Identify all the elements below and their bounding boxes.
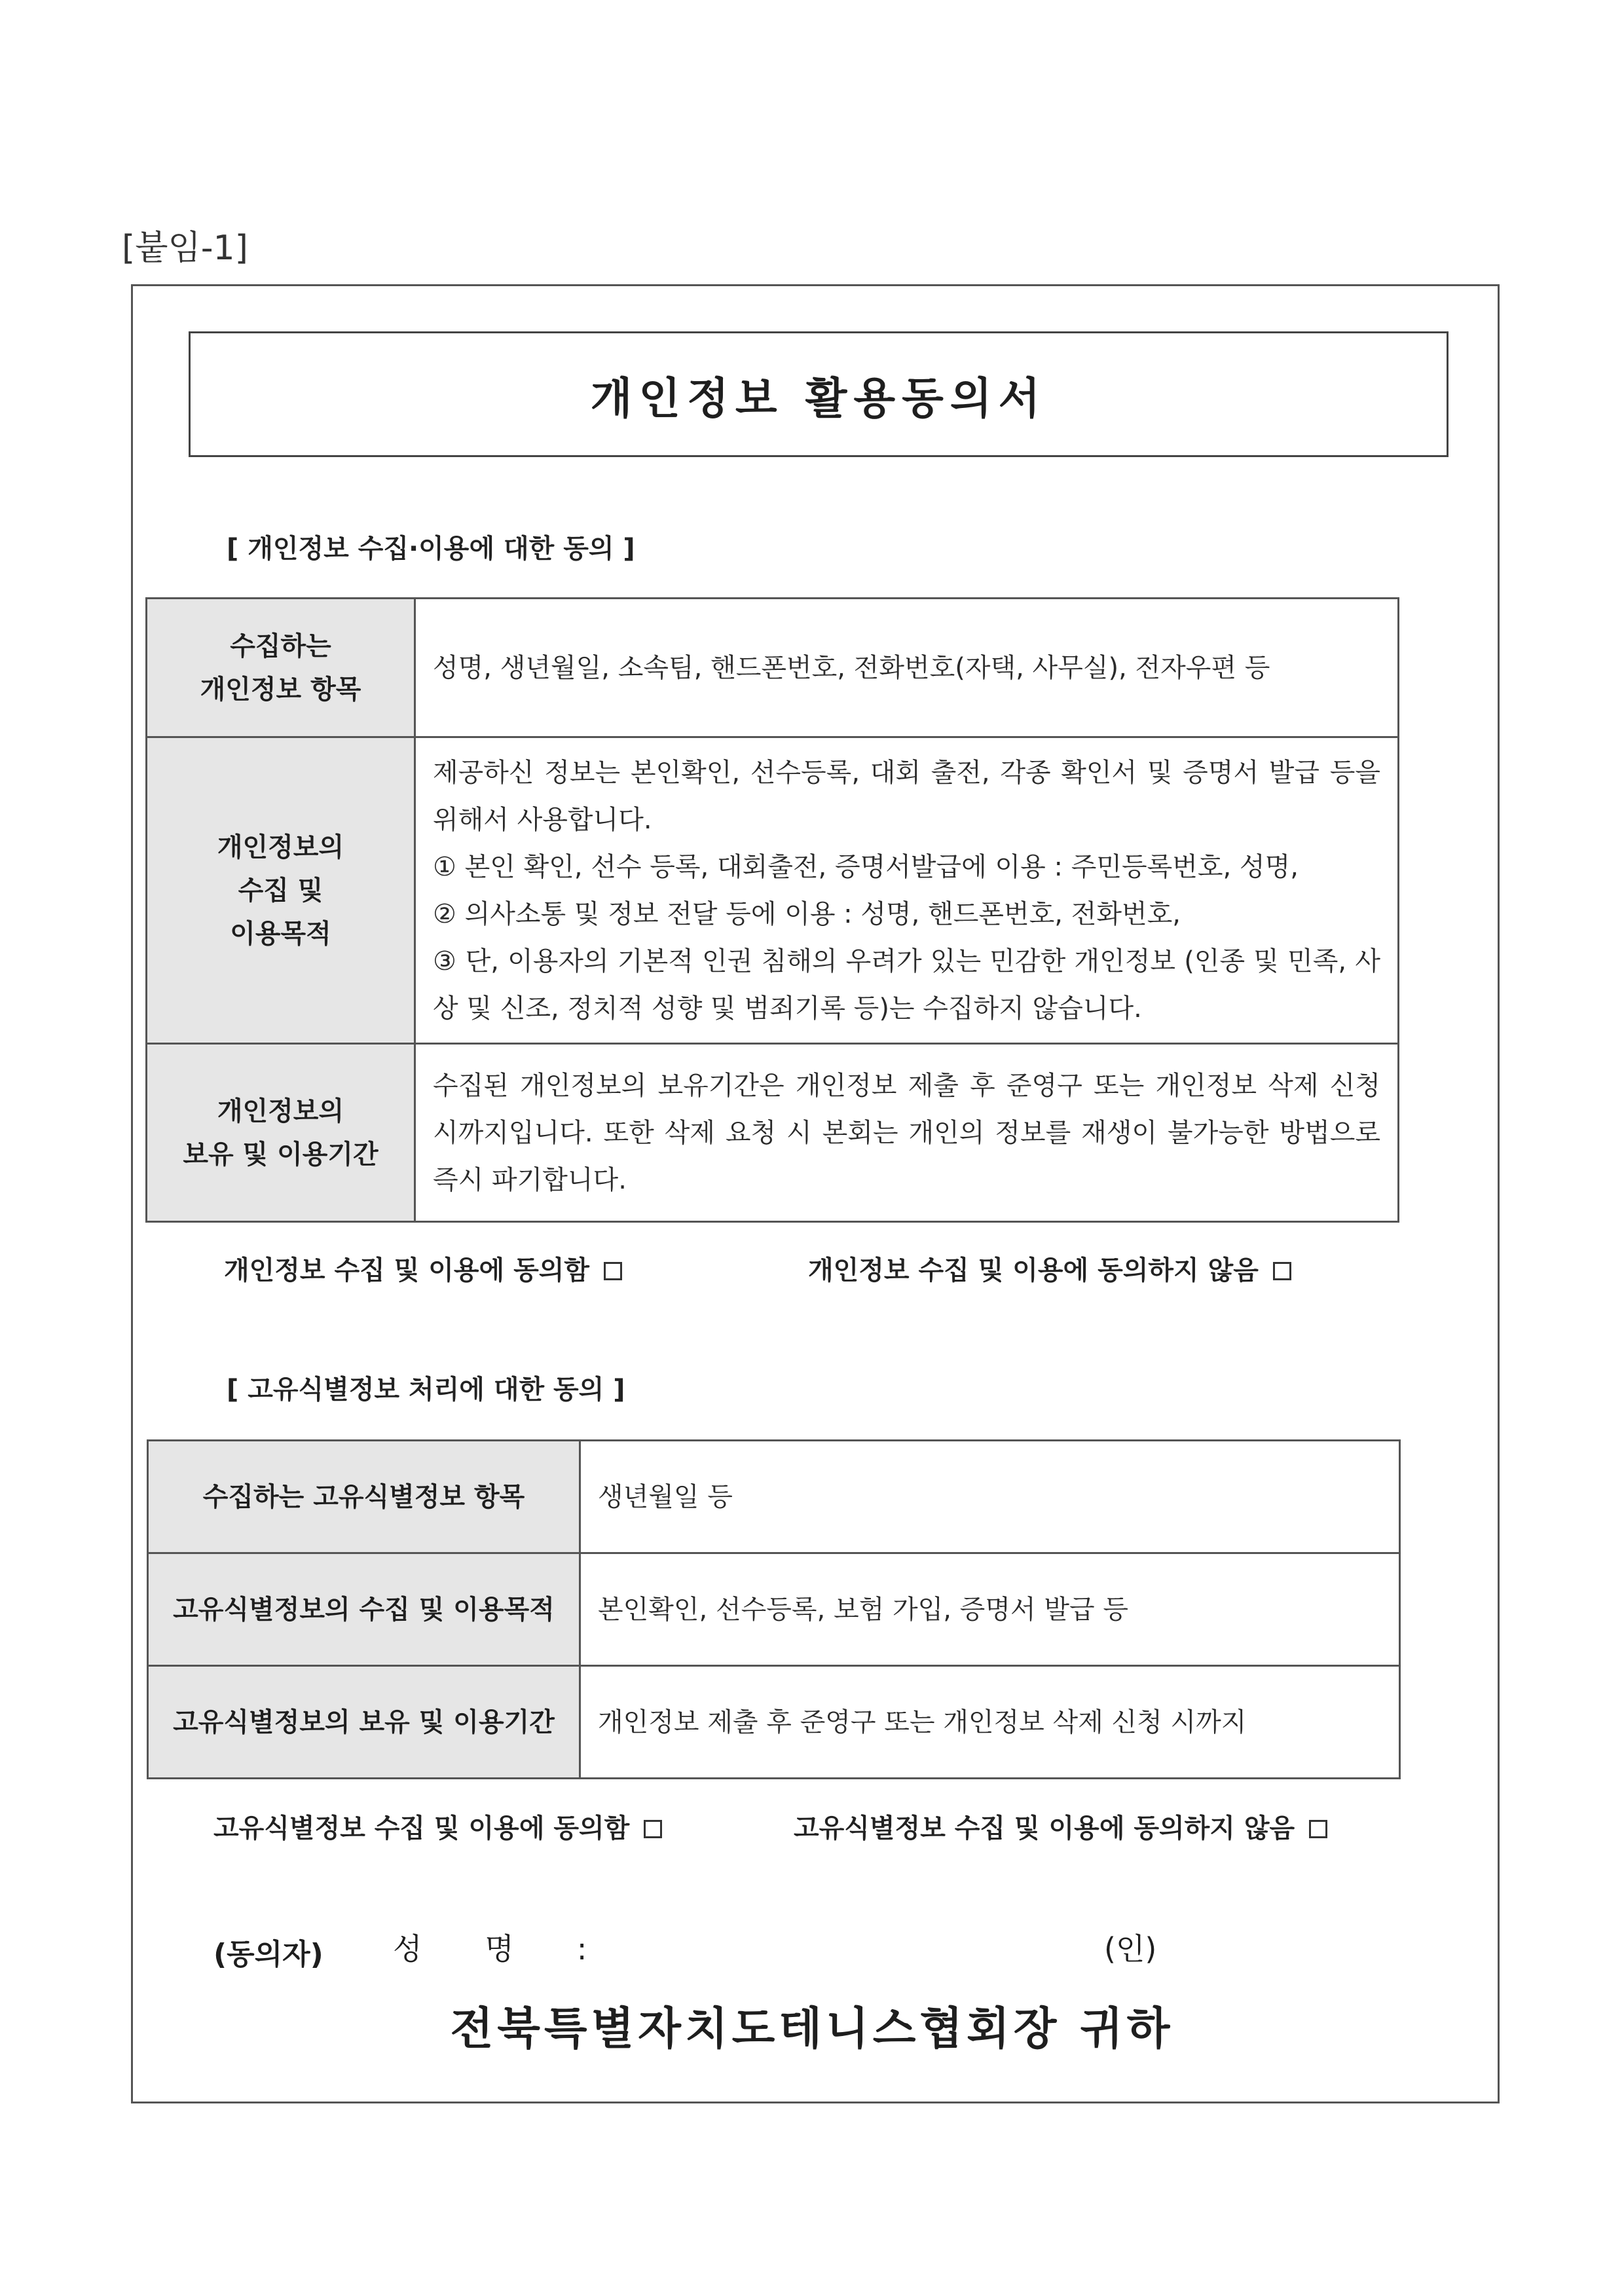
row-content-retention: 수집된 개인정보의 보유기간은 개인정보 제출 후 준영구 또는 개인정보 삭제 신청 시까지입니다. 또한 삭제 요청 시 본회는 개인의 정보를 재생이 불가능한 방법으로 즉시 파기합니다.	[415, 1044, 1399, 1222]
row-header-uid-retention: 고유식별정보의 보유 및 이용기간	[148, 1666, 580, 1779]
row-header-uid-purpose: 고유식별정보의 수집 및 이용목적	[148, 1553, 580, 1666]
table-row	[147, 599, 1399, 737]
form-title: 개인정보 활용동의서	[590, 373, 1047, 424]
signer-label: (동의자)	[213, 1938, 323, 1971]
addressee: 전북특별자치도테니스협회장 귀하	[450, 2003, 1174, 2055]
table-row	[148, 1666, 1400, 1779]
section2-heading: [ 고유식별정보 처리에 대한 동의 ]	[227, 1375, 625, 1405]
row-content-uid-retention: 개인정보 제출 후 준영구 또는 개인정보 삭제 신청 시까지	[580, 1666, 1400, 1779]
title-box	[189, 331, 1449, 457]
row-content-purpose: 제공하신 정보는 본인확인, 선수등록, 대회 출전, 각종 확인서 및 증명서 발급 등을 위해서 사용합니다. ① 본인 확인, 선수 등록, 대회출전, 증명서발급에 이용 : 주민등록번호, 성명, ② 의사소통 및 정보 전달 등에 이용 : 성명, 핸드폰번호, 전화번호, ③ 단, 이용자의 기본적 인권 침해의 우려가 있는 민감한 개인정보 (인종 및 민족, 사상 및 신조, 정치적 성향 및 범죄기록 등)는 수집하지 않습니다.	[415, 737, 1399, 1044]
consent-disagree-label: 개인정보 수집 및 이용에 동의하지 않음	[808, 1255, 1259, 1286]
table-row	[147, 737, 1399, 1044]
consent-disagree-1	[808, 1250, 1291, 1287]
disagree-checkbox[interactable]	[1309, 1820, 1327, 1838]
consent-agree-2	[213, 1807, 662, 1845]
consent-disagree-label: 고유식별정보 수집 및 이용에 동의하지 않음	[794, 1813, 1295, 1843]
row-header-retention: 개인정보의 보유 및 이용기간	[147, 1044, 415, 1222]
row-header-purpose: 개인정보의 수집 및 이용목적	[147, 737, 415, 1044]
personal-info-table	[145, 597, 1399, 1223]
name-label: 성명:	[393, 1931, 650, 1967]
consent-agree-1	[224, 1250, 622, 1287]
disagree-checkbox[interactable]	[1273, 1262, 1291, 1280]
row-content-uid-purpose: 본인확인, 선수등록, 보험 가입, 증명서 발급 등	[580, 1553, 1400, 1666]
consent-disagree-2	[794, 1807, 1327, 1845]
row-header-uid-items: 수집하는 고유식별정보 항목	[148, 1441, 580, 1553]
seal-label: (인)	[1104, 1931, 1157, 1967]
table-row	[147, 1044, 1399, 1222]
attachment-label: [붙임-1]	[122, 229, 248, 268]
row-content-uid-items: 생년월일 등	[580, 1441, 1400, 1553]
agree-checkbox[interactable]	[644, 1820, 662, 1838]
unique-id-table	[147, 1439, 1401, 1779]
row-content-items: 성명, 생년월일, 소속팀, 핸드폰번호, 전화번호(자택, 사무실), 전자우편 등	[415, 599, 1399, 737]
table-row	[148, 1553, 1400, 1666]
consent-agree-label: 개인정보 수집 및 이용에 동의함	[224, 1255, 590, 1286]
consent-agree-label: 고유식별정보 수집 및 이용에 동의함	[213, 1813, 630, 1843]
row-header-items: 수집하는 개인정보 항목	[147, 599, 415, 737]
agree-checkbox[interactable]	[604, 1262, 622, 1280]
section1-heading: [ 개인정보 수집·이용에 대한 동의 ]	[227, 534, 635, 564]
table-row	[148, 1441, 1400, 1553]
